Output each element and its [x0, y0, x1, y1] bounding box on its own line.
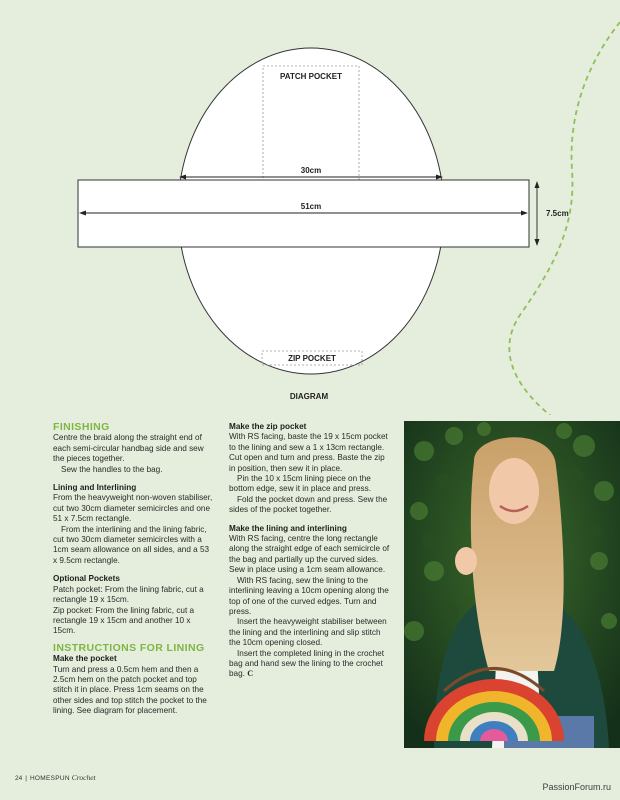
page-footer: 24 | HOMESPUN Crochet: [15, 773, 96, 782]
instructions-heading: INSTRUCTIONS FOR LINING: [53, 641, 205, 654]
arrowhead-up: [535, 181, 540, 188]
text-column-middle: [229, 422, 391, 680]
zip-pocket-paragraph: With RS facing, baste the 19 x 15cm pocket to the lining and sew a 1 x 13cm rectangle. Cut open and turn and press. Baste the zip in position, then sew it in place.: [229, 432, 388, 473]
text-column-left: [53, 422, 213, 717]
lining-paragraph: From the interlining and the lining fabric, cut two 30cm diameter semicircles with a 1cm seam allowance on all sides, and a 53 x 9.5cm rectangle.: [53, 524, 210, 565]
photo-illustration: [404, 421, 620, 748]
make-pocket-paragraph: Turn and press a 0.5cm hem and then a 2.5cm hem on the patch pocket and top stitch it in place. Press 1cm seams on the other sides and top stitch the pocket to the lining. See diagram for placement.: [53, 664, 207, 716]
diagram-caption: DIAGRAM: [289, 392, 329, 401]
patch-pocket-label: PATCH POCKET: [280, 72, 342, 81]
lining-interlining-heading: Make the lining and interlining: [229, 523, 347, 533]
magazine-brand-script: Crochet: [71, 773, 96, 782]
finishing-heading: FINISHING: [53, 421, 110, 433]
make-pocket-heading: Make the pocket: [53, 654, 117, 664]
dimension-51cm-label: 51cm: [300, 202, 322, 211]
arrowhead-down: [535, 239, 540, 246]
zip-pocket-paragraph: Fold the pocket down and press. Sew the sides of the pocket together.: [229, 494, 388, 515]
lining-heading: Lining and Interlining: [53, 483, 137, 493]
page-number: 24: [15, 775, 23, 782]
magazine-brand: HOMESPUN: [29, 775, 70, 782]
zip-pocket-label: ZIP POCKET: [288, 354, 336, 363]
finishing-paragraph: Sew the handles to the bag.: [61, 464, 163, 474]
watermark: PassionForum.ru: [542, 782, 611, 792]
gusset-rectangle: [78, 180, 529, 247]
lining-interlining-paragraph: [229, 649, 391, 680]
final-paragraph-text: Insert the completed lining in the crochet bag and hand sew the lining to the crochet bag.: [229, 648, 385, 679]
dimension-7-5cm-label: 7.5cm: [546, 209, 569, 218]
optional-pockets-paragraph: Zip pocket: From the lining fabric, cut a rectangle 19 x 15cm and another 10 x 15cm.: [53, 605, 195, 636]
model-photo: [404, 421, 620, 748]
lining-paragraph: From the heavyweight non-woven stabiliser, cut two 30cm diameter semicircles and one 51 x 7.5cm rectangle.: [53, 493, 213, 524]
lining-interlining-paragraph: With RS facing, sew the lining to the interlining leaving a 10cm opening along the top of one of the curved edges. Turn and press.: [229, 575, 389, 616]
lining-interlining-paragraph: Insert the heavyweight stabiliser between the lining and the interlining and slip stitch the 10cm opening closed.: [229, 617, 387, 648]
optional-pockets-paragraph: Patch pocket: From the lining fabric, cut a rectangle 19 x 15cm.: [53, 584, 204, 605]
optional-pockets-heading: Optional Pockets: [53, 574, 120, 584]
zip-pocket-heading: Make the zip pocket: [229, 422, 307, 431]
lining-interlining-paragraph: With RS facing, centre the long rectangle along the straight edge of each semicircle of the bag and partially up the curved sides. Sew in place using a 1cm seam allowance.: [229, 534, 390, 575]
dimension-30cm-label: 30cm: [300, 166, 322, 175]
finishing-paragraph: Centre the braid along the straight end of each semi-circular handbag side and sew the pieces together.: [53, 433, 204, 464]
end-mark: C: [247, 669, 254, 679]
zip-pocket-paragraph: Pin the 10 x 15cm lining piece on the bottom edge, sew it in place and press.: [229, 474, 371, 494]
